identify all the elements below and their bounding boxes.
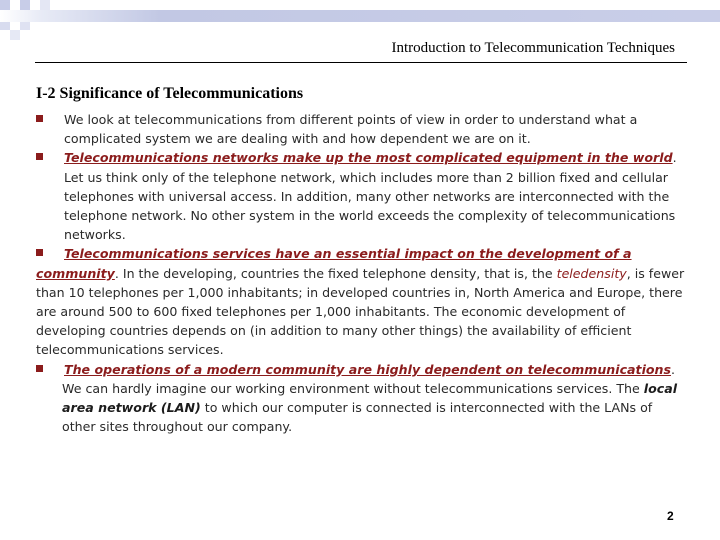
closing-text: We can hardly imagine our working environment without telecommunications services. The xyxy=(62,380,644,396)
bullet-text: , is fewer than 10 telephones per 1,000 inhabitants; in developed countries in, North America and Europe, there are around 500 to 600 fixed telephones per 1,000 inhabitants. The economic development of developing countries depends on (in addition to many other things) the availability of efficient telecommunications services. xyxy=(36,265,685,358)
bullet-item xyxy=(36,148,686,244)
closing-paragraph xyxy=(36,379,686,437)
bullet-item xyxy=(36,360,686,379)
square-bullet-icon xyxy=(36,153,43,160)
bullet-text: . xyxy=(671,361,676,377)
corner-decoration xyxy=(0,0,60,46)
bullet-highlight: Telecommunications networks make up the most complicated equipment in the world xyxy=(64,150,673,166)
square-bullet-icon xyxy=(36,365,43,372)
teledensity-term: teledensity xyxy=(556,265,627,281)
lan-term: local area network (LAN) xyxy=(62,380,678,416)
bullet-item xyxy=(36,244,686,359)
title-bar-gradient xyxy=(0,10,720,22)
bullet-highlight: The operations of a modern community are highly dependent on telecommunications xyxy=(64,361,672,377)
bullet-text: We look at telecommunications from different points of view in order to understand what a complicated system we are dealing with and how dependent we are on it. xyxy=(64,112,638,147)
bullet-highlight: Telecommunications services have an essential impact on the development of a xyxy=(64,246,632,262)
header-divider xyxy=(35,62,687,63)
bullet-highlight-community: community xyxy=(36,265,115,281)
bullet-text: . Let us think only of the telephone network, which includes more than 2 billion fixed and cellular telephones with universal access. In addition, many other networks are interconnected with the telephone network. No other system in the world exceeds the complexity of telecommunications networks. xyxy=(64,150,677,243)
content-body xyxy=(36,110,686,436)
header-title: Introduction to Telecommunication Techniques xyxy=(391,40,675,56)
bullet-continuation xyxy=(36,264,686,360)
bullet-item xyxy=(36,110,686,148)
square-bullet-icon xyxy=(36,249,43,256)
closing-text: to which our computer is connected is interconnected with the LANs of other sites throughout our company. xyxy=(62,400,653,435)
section-title: I-2 Significance of Telecommunications xyxy=(36,85,304,102)
bullet-text: . In the developing, countries the fixed telephone density, that is, the xyxy=(114,265,557,281)
square-bullet-icon xyxy=(36,115,43,122)
page-number: 2 xyxy=(667,509,674,523)
